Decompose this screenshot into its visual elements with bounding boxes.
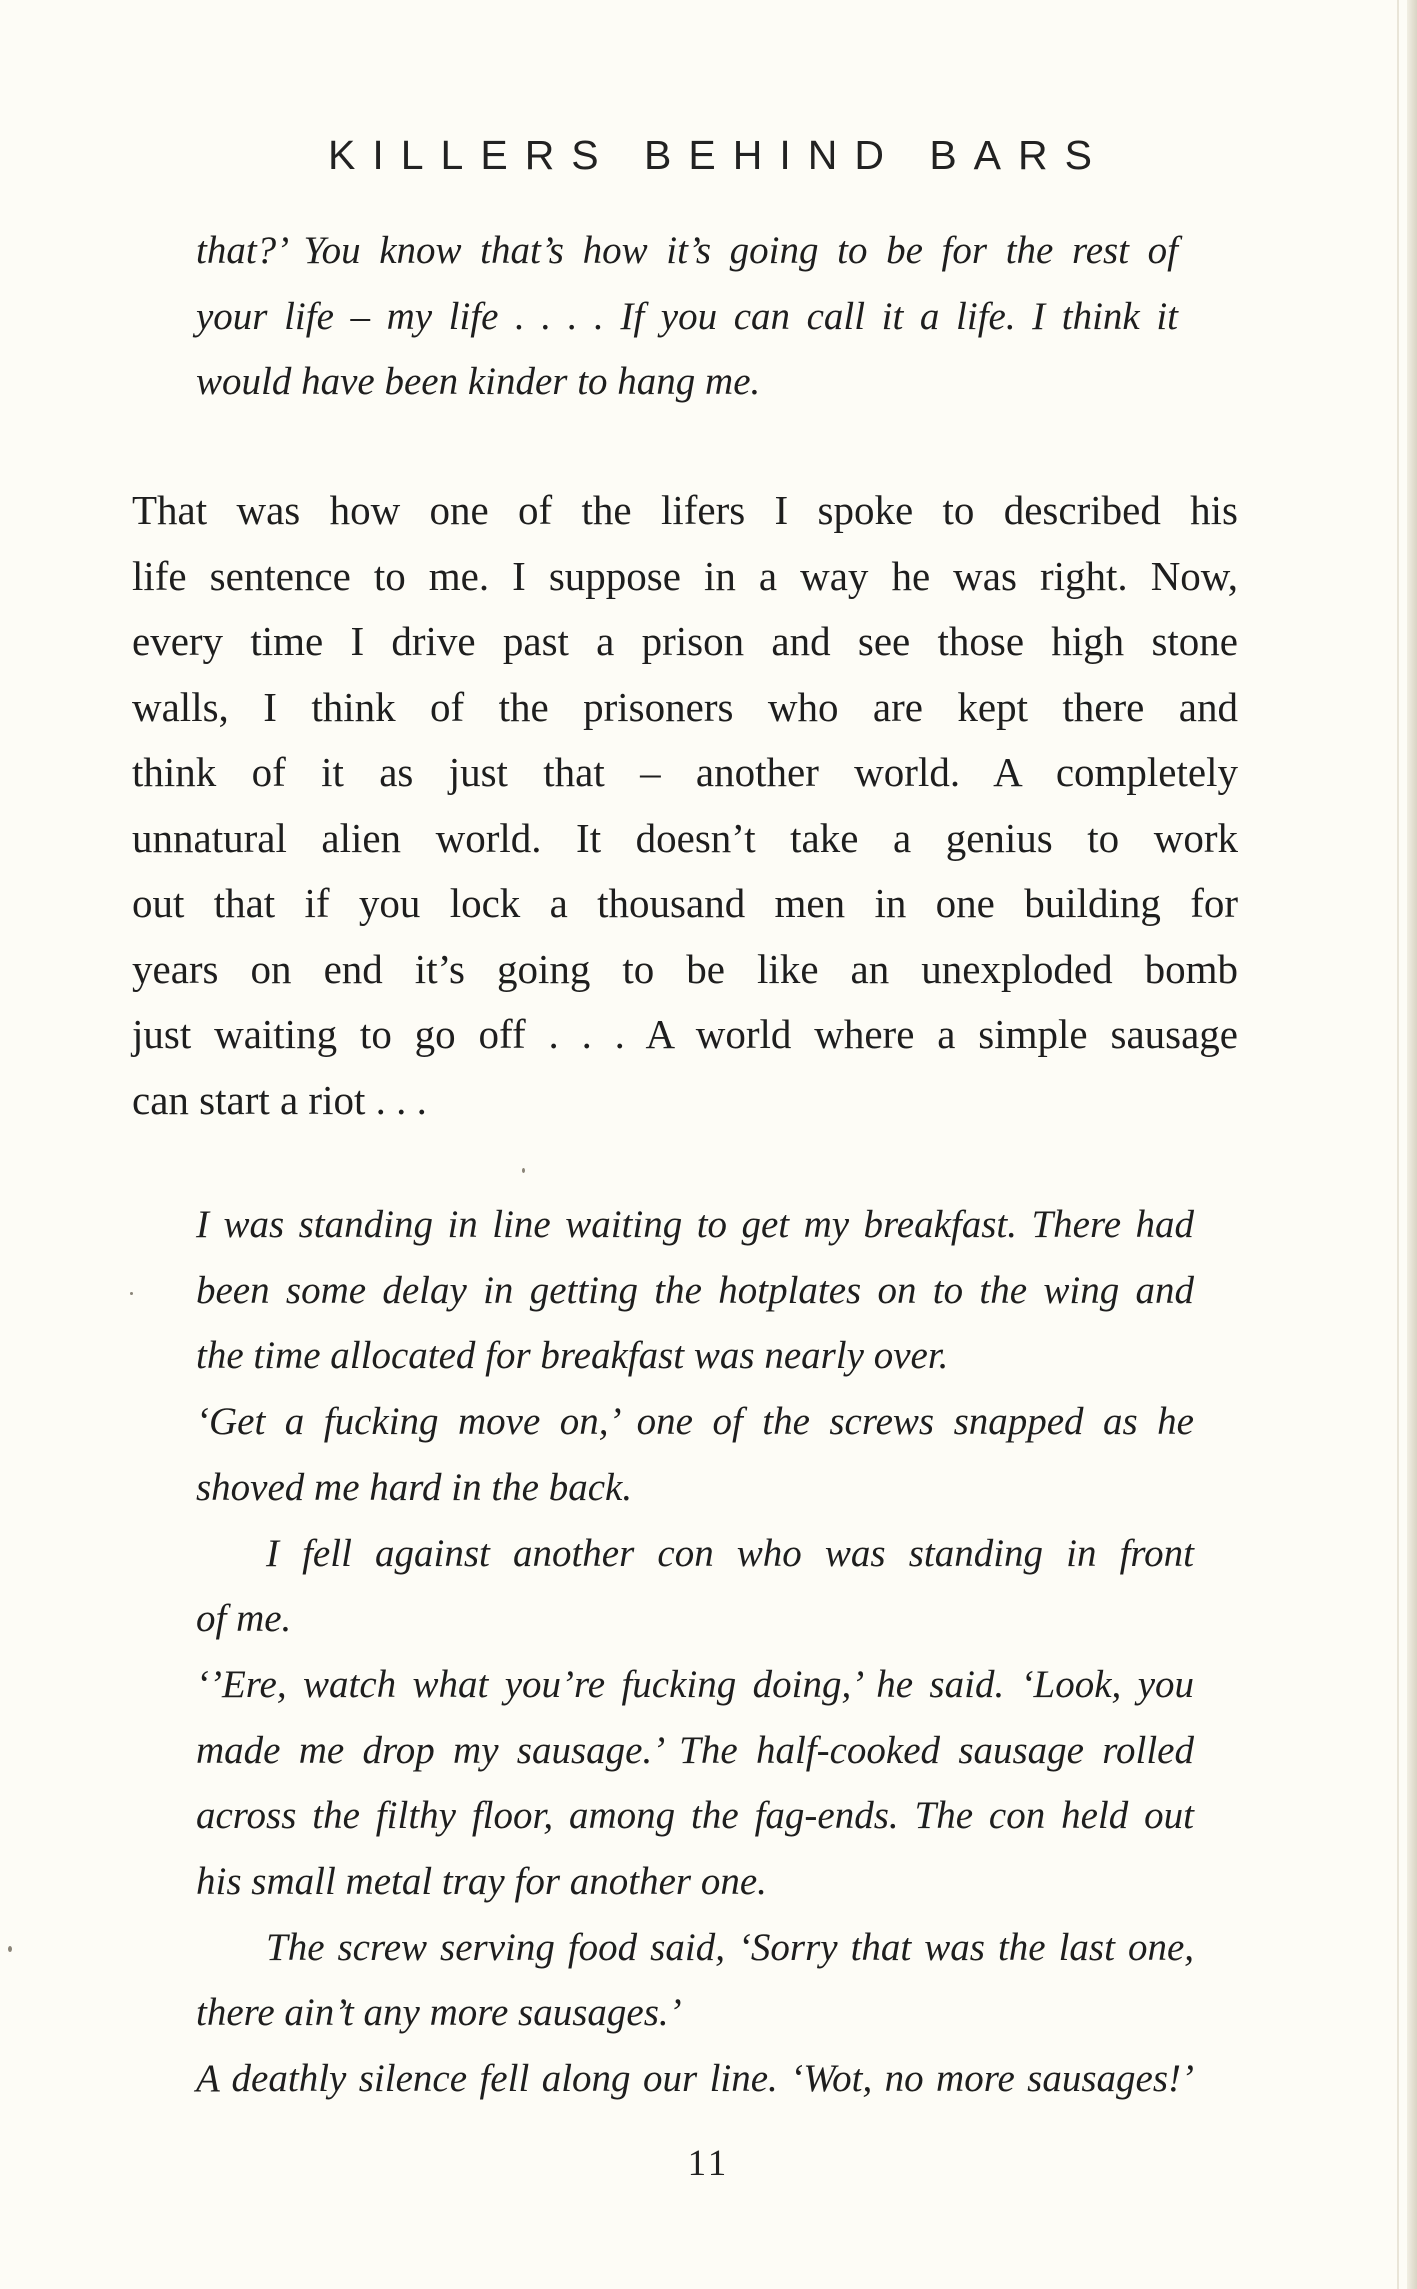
page-number: 11 <box>687 2143 730 2184</box>
quote-line: across the filthy floor, among the fag-ends. The con held out <box>196 1794 1194 1838</box>
running-head: KILLERS BEHIND BARS <box>328 132 1109 178</box>
quote-line: your life – my life . . . . If you can call it a life. I think it <box>196 294 1178 338</box>
paragraph-line: can start a riot . . . <box>132 1076 427 1123</box>
quote-line: I fell against another con who was standing in front <box>266 1531 1194 1575</box>
page-edge-shadow <box>1397 0 1399 2289</box>
quote-line: his small metal tray for another one. <box>196 1860 767 1904</box>
quote-opening <box>196 218 1178 415</box>
paragraph-line: life sentence to me. I suppose in a way he was right. Now, <box>132 552 1238 599</box>
paper-speck <box>522 1168 525 1173</box>
quote-line: The screw serving food said, ‘Sorry that was the last one, <box>266 1925 1194 1969</box>
quote-line: I was standing in line waiting to get my breakfast. There had <box>196 1203 1194 1246</box>
paragraph-line: think of it as just that – another world. A completely <box>132 749 1238 795</box>
paragraph-line: years on end it’s going to be like an unexploded bomb <box>132 945 1238 992</box>
quote-line: would have been kinder to hang me. <box>196 360 761 404</box>
quote-line: made me drop my sausage.’ The half-cooked sausage rolled <box>196 1728 1194 1772</box>
paragraph-line: walls, I think of the prisoners who are kept there and <box>132 683 1238 730</box>
quote-breakfast <box>196 1192 1194 2112</box>
quote-line: ‘’Ere, watch what you’re fucking doing,’ he said. ‘Look, you <box>196 1662 1194 1706</box>
paper-speck <box>8 1946 12 1952</box>
quote-line: the time allocated for breakfast was nearly over. <box>196 1334 949 1378</box>
page-edge <box>1407 0 1417 2289</box>
quote-line: ‘Get a fucking move on,’ one of the screws snapped as he <box>196 1400 1194 1444</box>
paragraph-line: out that if you lock a thousand men in one building for <box>132 880 1238 926</box>
quote-line: A deathly silence fell along our line. ‘Wot, no more sausages!’ <box>196 2057 1194 2101</box>
paragraph-line: every time I drive past a prison and see those high stone <box>132 618 1238 664</box>
paper-speck <box>130 1292 133 1295</box>
quote-line: shoved me hard in the back. <box>196 1465 633 1509</box>
quote-line: of me. <box>196 1597 292 1641</box>
quote-line: that?’ You know that’s how it’s going to be for the rest of <box>196 229 1178 272</box>
narrative-paragraph <box>132 478 1238 1133</box>
paragraph-line: That was how one of the lifers I spoke to described his <box>132 487 1238 533</box>
paragraph-line: unnatural alien world. It doesn’t take a genius to work <box>132 814 1238 861</box>
paragraph-line: just waiting to go off . . . A world where a simple sausage <box>132 1011 1238 1057</box>
quote-line: been some delay in getting the hotplates on to the wing and <box>196 1268 1194 1312</box>
quote-line: there ain’t any more sausages.’ <box>196 1991 682 2035</box>
